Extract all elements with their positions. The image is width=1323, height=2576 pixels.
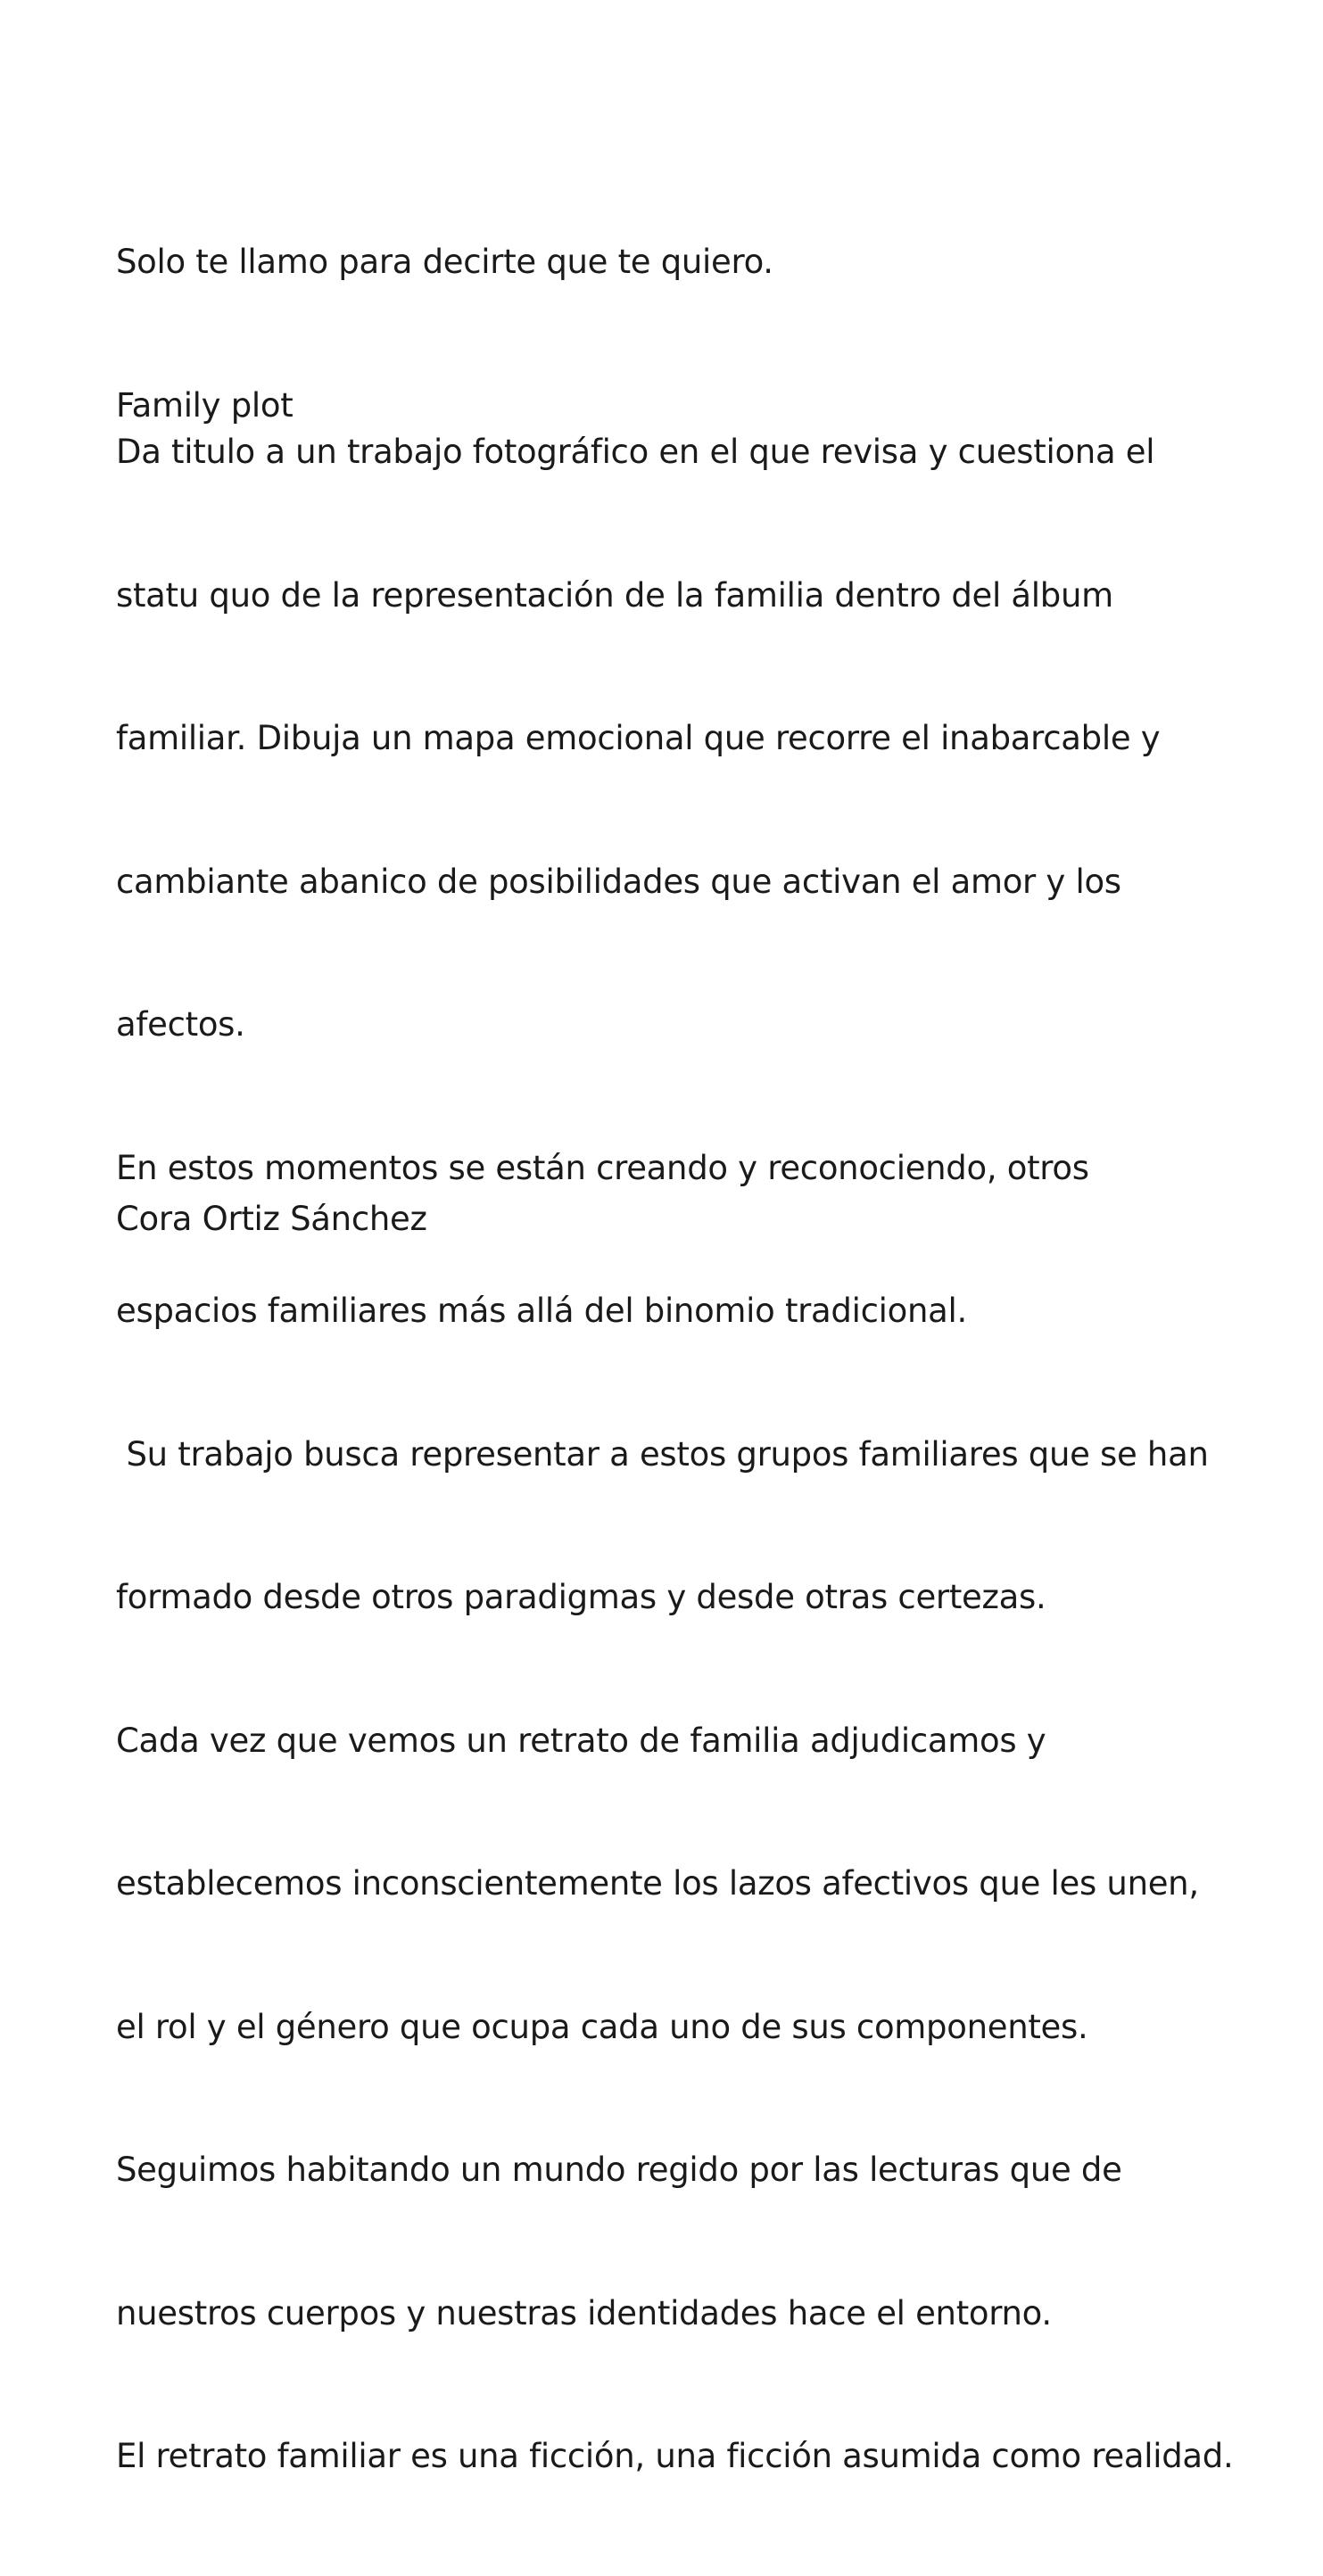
body-line: el rol y el género que ocupa cada uno de sus componentes.	[116, 2007, 1088, 2046]
project-title: Family plot	[116, 385, 294, 425]
body-line: formado desde otros paradigmas y desde otras certezas.	[116, 1578, 1046, 1616]
signature-block	[116, 1100, 1240, 1339]
body-line: statu quo de la representación de la familia dentro del álbum	[116, 575, 1113, 615]
body-line: familiar. Dibuja un mapa emocional que recorre el inabarcable y	[116, 719, 1161, 757]
body-line: Cada vez que vemos un retrato de familia adjudicamos y	[116, 1721, 1046, 1760]
body-line: cambiante abanico de posibilidades que activan el amor y los	[116, 862, 1121, 901]
body-line: En estos momentos se están creando y reconociendo, otros	[116, 1148, 1089, 1187]
body-line: Seguimos habitando un mundo regido por las lecturas que de	[116, 2151, 1122, 2189]
body-line: El retrato familiar es una ficción, una ficción asumida como realidad.	[116, 2437, 1234, 2475]
body-line: Su trabajo busca representar a estos grupos familiares que se han	[116, 1434, 1209, 1474]
body-line: espacios familiares más allá del binomio tradicional.	[116, 1292, 967, 1330]
body-line: afectos.	[116, 1005, 245, 1044]
body-text	[116, 333, 1240, 2576]
body-line: Da titulo a un trabajo fotográfico en el que revisa y cuestiona el	[116, 433, 1155, 471]
body-line: establecemos inconscientemente los lazos afectivos que les unen,	[116, 1864, 1199, 1903]
author-name: Cora Ortiz Sánchez	[116, 1200, 427, 1238]
heading-line: Solo te llamo para decirte que te quiero.	[116, 243, 773, 281]
body-line: nuestros cuerpos y nuestras identidades hace el entorno.	[116, 2293, 1052, 2332]
